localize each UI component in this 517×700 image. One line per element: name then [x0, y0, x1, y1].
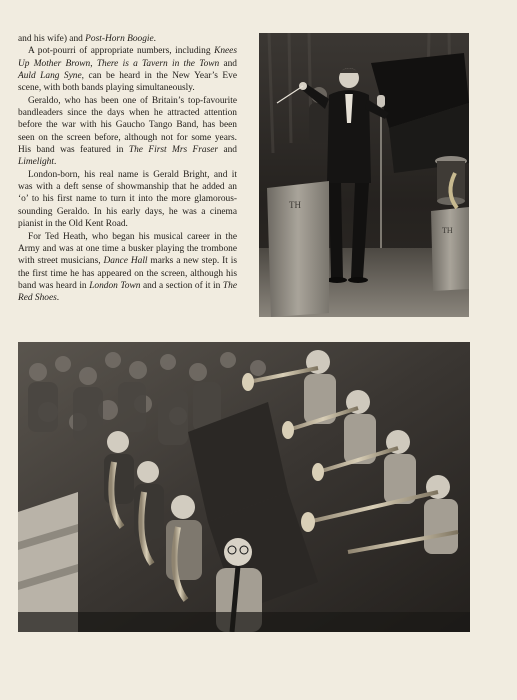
text-run: .	[153, 34, 156, 44]
song-title: Auld Lang Syne	[18, 71, 82, 82]
text-run: ,	[90, 58, 97, 69]
article-paragraph-2	[18, 45, 237, 94]
film-title: London Town	[89, 280, 141, 291]
text-run: A pot-pourri of appropriate numbers, including	[28, 46, 215, 57]
text-run: and	[218, 145, 237, 156]
song-title: Post-Horn Boogie	[85, 34, 154, 44]
text-run: Geraldo, who has been one of Britain’s top-favourite bandleaders since the days when he attracted attention before the war with his Gaucho Tango Band, has been seen on the screen before, although not for some years. His band was featured in	[18, 95, 237, 156]
text-run: .	[53, 157, 57, 168]
text-run: marks a new step. It is the first time he has appeared on the screen, although his band was heard in	[18, 256, 238, 291]
article-text-column	[18, 33, 237, 305]
article-paragraph-1	[18, 33, 237, 45]
bandleader-photo	[259, 33, 469, 317]
band-section-photo	[18, 342, 470, 632]
article-paragraph-5	[18, 231, 237, 305]
article-paragraph-3	[18, 95, 237, 169]
text-run: For Ted Heath, who began his musical career in the Army and was at one time a busker playing the trombone with street musicians,	[18, 231, 237, 267]
text-run: and his wife) and	[18, 34, 86, 44]
song-title: There is a Tavern in the Town	[96, 58, 220, 69]
stand-monogram-right: TH	[442, 226, 453, 235]
film-title: Limelight	[18, 157, 54, 168]
text-run: and a section of it in	[140, 280, 223, 291]
text-run: .	[56, 293, 60, 304]
text-run: , can be heard in the New Year’s Eve scene, with both bands playing simultaneously.	[18, 71, 237, 94]
article-paragraph-4: London-born, his real name is Gerald Bright, and it was with a deft sense of showmanship that he added an ‘o’ to his first name to turn it into the more glamorous-sounding Geraldo. In his early days, he was a cinema pianist in the Old Kent Road.	[18, 169, 237, 230]
film-title: The Red Shoes	[18, 280, 237, 304]
bandleader-photo-art	[259, 33, 469, 317]
text-run: and	[219, 58, 237, 69]
band-section-photo-art	[18, 342, 470, 632]
song-title: Knees Up Mother Brown	[18, 46, 237, 69]
stand-monogram-left: TH	[289, 200, 301, 210]
film-title: The First Mrs Fraser	[128, 145, 219, 156]
film-title: Dance Hall	[103, 256, 148, 267]
